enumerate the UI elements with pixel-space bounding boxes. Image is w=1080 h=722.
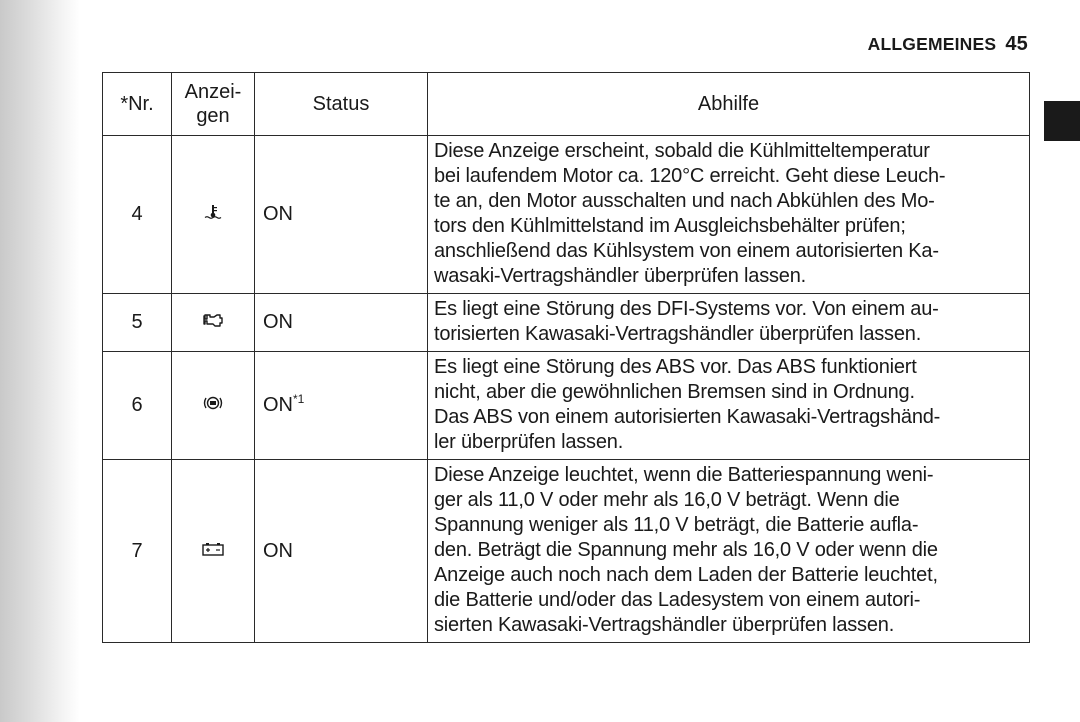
remedy-line: den. Beträgt die Spannung mehr als 16,0 V oder wenn die: [434, 539, 938, 561]
remedy-line: bei laufendem Motor ca. 120°C erreicht. Geht diese Leuch-: [434, 165, 946, 187]
remedy-line: ger als 11,0 V oder mehr als 16,0 V beträgt. Wenn die: [434, 489, 900, 511]
remedy-line: tors den Kühlmittelstand im Ausgleichsbehälter prüfen;: [434, 215, 906, 237]
remedy-line: die Batterie und/oder das Ladesystem von einem autori-: [434, 589, 921, 611]
column-header-indicator-line2: gen: [196, 105, 230, 127]
column-header-status: Status: [255, 73, 428, 136]
status-value: ON: [263, 203, 293, 225]
status-value: ON: [263, 311, 293, 333]
remedy-line: Das ABS von einem autorisierten Kawasaki-Vertragshänd-: [434, 406, 941, 428]
remedy-line: sierten Kawasaki-Vertragshändler überprüfen lassen.: [434, 614, 895, 636]
table-row: [103, 352, 1030, 460]
remedy-line: Es liegt eine Störung des ABS vor. Das ABS funktioniert: [434, 356, 917, 378]
table-header-row: [103, 73, 1030, 136]
remedy-line: Anzeige auch noch nach dem Laden der Batterie leuchtet,: [434, 564, 938, 586]
remedy-line: wasaki-Vertragshändler überprüfen lassen.: [434, 265, 807, 287]
remedy-cell: [428, 460, 1030, 643]
remedy-line: Diese Anzeige erscheint, sobald die Kühlmitteltemperatur: [434, 140, 930, 162]
remedy-line: ler überprüfen lassen.: [434, 431, 624, 453]
table-row: [103, 294, 1030, 352]
table-row: [103, 136, 1030, 294]
coolant-temperature-icon: [204, 202, 222, 227]
row-number: 4: [103, 136, 172, 294]
column-header-remedy: Abhilfe: [428, 73, 1030, 136]
section-title: ALLGEMEINES: [867, 34, 997, 54]
battery-icon: [201, 539, 225, 564]
column-header-nr: *Nr.: [103, 73, 172, 136]
status-value: ON: [263, 539, 293, 562]
row-number: 6: [103, 352, 172, 460]
status-footnote: *1: [293, 392, 305, 406]
row-number: 5: [103, 294, 172, 352]
remedy-line: Diese Anzeige leuchtet, wenn die Batteriespannung weni-: [434, 464, 934, 486]
indicator-cell: [172, 136, 255, 294]
column-header-indicator: [172, 73, 255, 136]
status-cell: [255, 352, 428, 460]
indicator-status-table: [102, 72, 1030, 643]
thumb-index-tab: [1044, 101, 1080, 141]
status-cell: [255, 294, 428, 352]
remedy-line: anschließend das Kühlsystem von einem autorisierten Ka-: [434, 240, 939, 262]
status-value: ON: [263, 394, 293, 416]
remedy-line: nicht, aber die gewöhnlichen Bremsen sind in Ordnung.: [434, 381, 915, 403]
remedy-cell: [428, 294, 1030, 352]
remedy-cell: [428, 352, 1030, 460]
page-number: 45: [1005, 33, 1028, 55]
row-number: 7: [103, 460, 172, 643]
remedy-line: Spannung weniger als 11,0 V beträgt, die Batterie aufla-: [434, 514, 919, 536]
remedy-line: Es liegt eine Störung des DFI-Systems vor. Von einem au-: [434, 298, 939, 320]
indicator-cell: [172, 352, 255, 460]
indicator-cell: [172, 294, 255, 352]
status-cell: [255, 460, 428, 643]
engine-check-icon: [201, 310, 225, 335]
page-header: [868, 33, 1028, 56]
remedy-cell: [428, 136, 1030, 294]
page-edge-shadow: [0, 0, 80, 722]
abs-warning-icon: [202, 393, 224, 418]
table-row: [103, 460, 1030, 643]
remedy-line: torisierten Kawasaki-Vertragshändler überprüfen lassen.: [434, 323, 922, 345]
remedy-line: te an, den Motor ausschalten und nach Abkühlen des Mo-: [434, 190, 935, 212]
indicator-cell: [172, 460, 255, 643]
status-cell: [255, 136, 428, 294]
column-header-indicator-line1: Anzei-: [184, 81, 242, 103]
